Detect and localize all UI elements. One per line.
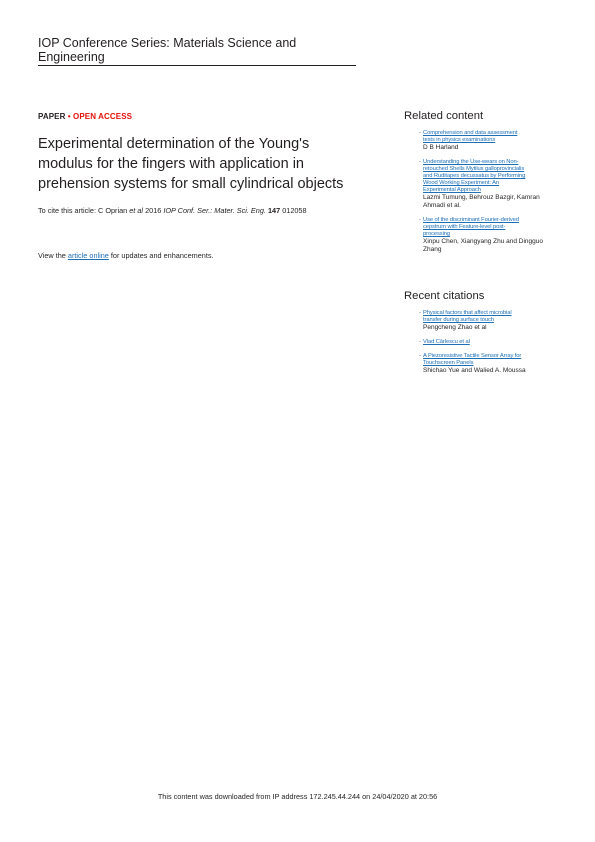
bullet-dash: - bbox=[419, 130, 421, 136]
related-content bbox=[404, 110, 554, 260]
recent-citations bbox=[404, 290, 554, 382]
item-title-link[interactable]: processing bbox=[423, 230, 451, 237]
citation-year: 2016 bbox=[143, 206, 164, 215]
related-list bbox=[404, 130, 554, 253]
item-title-link[interactable]: Use of the discriminant Fourier-derived bbox=[423, 216, 519, 223]
citation-journal: IOP Conf. Ser.: Mater. Sci. Eng. bbox=[163, 206, 266, 215]
list-item bbox=[404, 310, 554, 332]
item-authors: D B Harland bbox=[423, 144, 459, 152]
item-title-link[interactable]: Wood Working Experiment: An bbox=[423, 180, 500, 187]
recent-list bbox=[404, 310, 554, 375]
item-title-link[interactable]: retouched Shells Mytilus galloprovincialis bbox=[423, 165, 525, 172]
item-title-link[interactable]: Experimental Approach bbox=[423, 187, 481, 194]
item-title-link[interactable]: cepstrum with Feature-level post- bbox=[423, 223, 506, 230]
item-title-link[interactable]: and Ruditapes decussatus by Performing bbox=[423, 173, 526, 180]
citation-volume: 147 bbox=[267, 206, 281, 215]
recent-citations-heading: Recent citations bbox=[404, 290, 485, 302]
related-content-heading: Related content bbox=[404, 110, 484, 122]
view-online-line bbox=[38, 251, 214, 260]
item-title-link[interactable]: Comprehension and data assessment bbox=[423, 130, 518, 136]
item-title-link[interactable]: Touchscreen Panels bbox=[423, 360, 474, 367]
item-title-link[interactable]: Vlad Cârlescu et al bbox=[423, 338, 470, 345]
bullet-dash: - bbox=[419, 352, 421, 359]
title-line: prehension systems for small cylindrical objects bbox=[38, 176, 344, 192]
item-title-link[interactable]: A Piezoresistive Tactile Sensor Array for bbox=[423, 352, 522, 359]
paper-type: PAPER bbox=[38, 112, 66, 121]
open-access-label: OPEN ACCESS bbox=[73, 112, 133, 121]
citation bbox=[38, 206, 383, 215]
bullet-dash: - bbox=[419, 338, 421, 345]
bullet-dash: - bbox=[419, 216, 421, 223]
download-footer: This content was downloaded from IP address 172.245.44.244 on 24/04/2020 at 20:56 bbox=[157, 792, 438, 801]
list-item bbox=[404, 217, 554, 254]
article-online-link[interactable]: article online bbox=[67, 251, 109, 260]
paper-type-label bbox=[38, 112, 132, 121]
journal-name: IOP Conference Series: Materials Science and Engineering bbox=[38, 36, 356, 66]
item-authors: Lazmi Tumung, Behrouz Bazgir, Kamran bbox=[423, 194, 540, 202]
item-title-link[interactable]: Understanding the Use-wears on Non- bbox=[423, 158, 519, 165]
item-authors: Xinpu Chen, Xiangyang Zhu and Dingguo bbox=[423, 238, 543, 246]
citation-article: 012058 bbox=[280, 206, 307, 215]
view-after: for updates and enhancements. bbox=[108, 251, 214, 260]
item-authors: Shichao Yue and Walied A. Moussa bbox=[423, 367, 526, 375]
citation-etal: et al bbox=[129, 206, 144, 215]
bullet-dash: - bbox=[419, 310, 421, 316]
bullet-dash: - bbox=[419, 158, 421, 165]
citation-prefix: To cite this article: C Oprian bbox=[38, 206, 130, 215]
item-title-link[interactable]: Physical factors that affect microbial bbox=[423, 310, 512, 316]
list-item bbox=[404, 339, 554, 346]
title-line: Experimental determination of the Young's bbox=[38, 136, 310, 152]
list-item bbox=[404, 159, 554, 210]
paper-title bbox=[38, 134, 383, 194]
item-title-link[interactable]: transfer during surface touch bbox=[423, 317, 494, 324]
list-item bbox=[404, 130, 554, 152]
title-line: modulus for the fingers with application in bbox=[38, 156, 304, 172]
item-authors: Pengcheng Zhao et al bbox=[423, 324, 487, 332]
list-item bbox=[404, 353, 554, 375]
label-separator: • bbox=[67, 112, 71, 121]
view-before: View the bbox=[38, 251, 68, 260]
item-title-link[interactable]: tests in physics examinations bbox=[423, 137, 496, 144]
item-authors: Zhang bbox=[423, 245, 442, 253]
item-authors: Ahmadi et al. bbox=[423, 202, 461, 210]
